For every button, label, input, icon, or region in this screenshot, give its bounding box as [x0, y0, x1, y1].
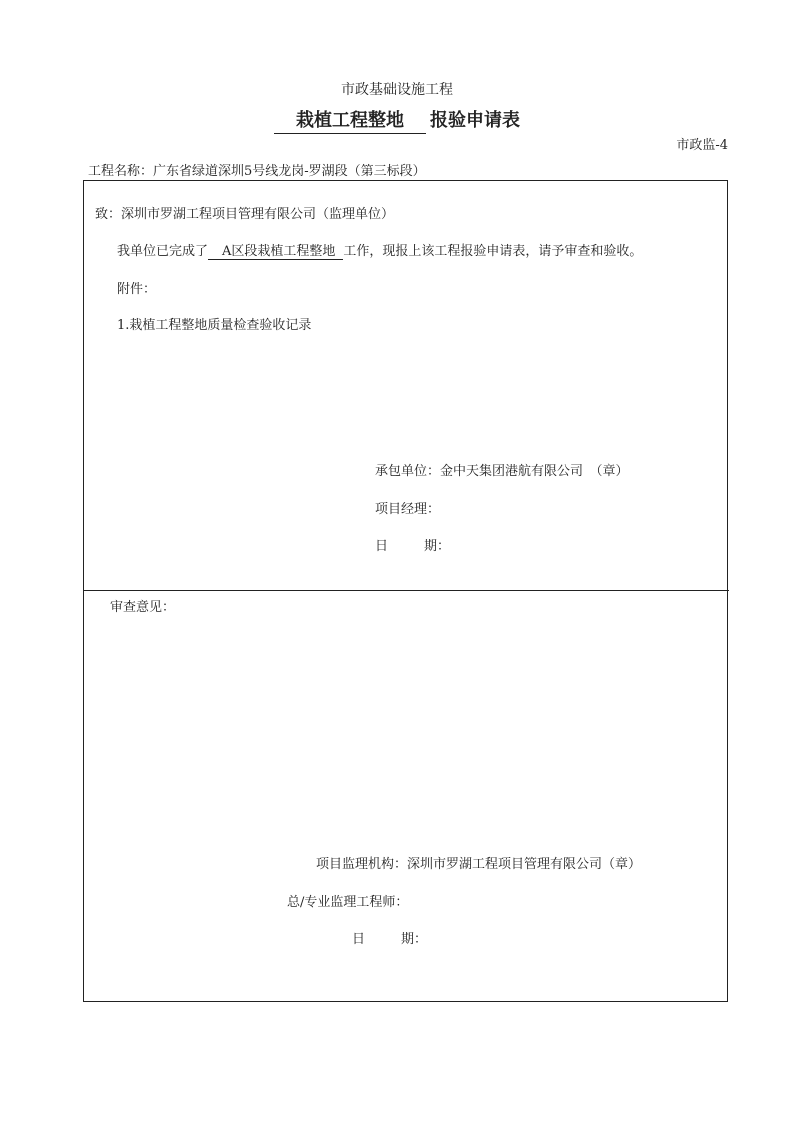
supervision-organization: 项目监理机构：深圳市罗湖工程项目管理有限公司（章）	[316, 857, 642, 872]
document-heading: 市政基础设施工程	[341, 82, 453, 98]
form-title	[0, 106, 794, 134]
statement-suffix: 工作，现报上该工程报验申请表，请予审查和验收。	[343, 244, 643, 259]
form-code: 市政监-4	[676, 138, 728, 153]
review-opinion-label: 审查意见：	[110, 600, 176, 615]
completion-statement	[117, 240, 642, 259]
title-subject: 栽植工程整地	[274, 110, 426, 134]
project-name: 工程名称：广东省绿道深圳5号线龙岗-罗湖段（第三标段）	[88, 164, 426, 179]
contractor-unit: 承包单位：金中天集团港航有限公司 （章）	[375, 464, 629, 479]
addressee: 致：深圳市罗湖工程项目管理有限公司（监理单位）	[95, 207, 395, 222]
date-label-part2: 期：	[424, 539, 451, 554]
review-date-part1: 日	[352, 932, 366, 947]
form-table	[83, 180, 728, 1002]
date-label	[375, 535, 450, 554]
supervising-engineer-label: 总/专业监理工程师：	[287, 895, 409, 910]
statement-prefix: 我单位已完成了	[117, 244, 209, 259]
review-date-label	[352, 928, 427, 947]
date-label-part1: 日	[375, 539, 389, 554]
review-date-part2: 期：	[401, 932, 428, 947]
completed-work: A区段栽植工程整地	[208, 244, 343, 260]
attachments-label: 附件：	[117, 282, 157, 297]
title-form-name: 报验申请表	[430, 110, 520, 131]
attachment-item: 1.栽植工程整地质量检查验收记录	[117, 318, 312, 333]
section-divider	[83, 590, 729, 591]
project-manager-label: 项目经理：	[375, 502, 441, 517]
